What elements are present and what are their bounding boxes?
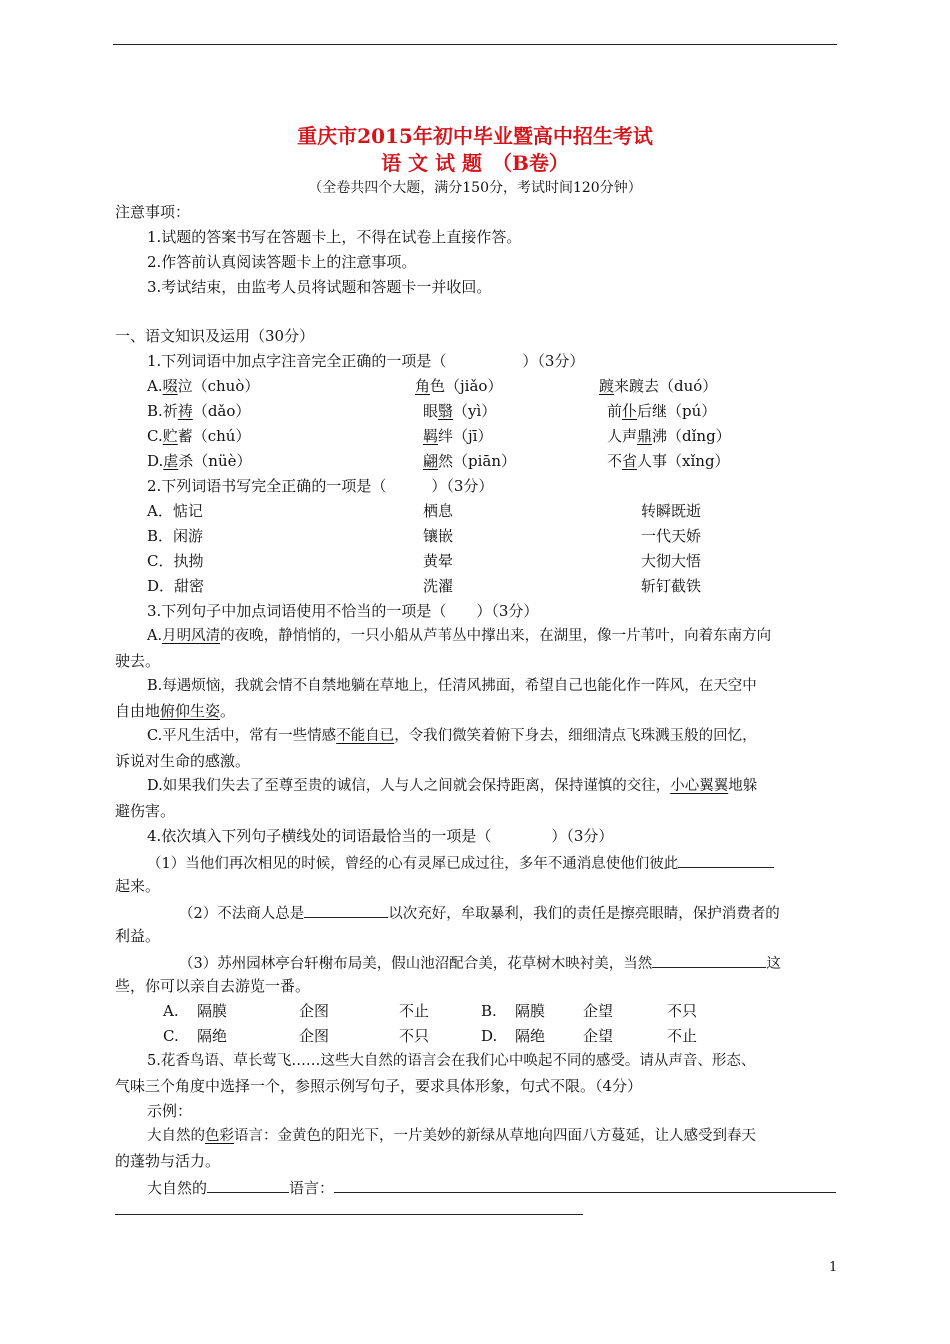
blank-line[interactable] (652, 951, 766, 968)
q3-option-c-cont: 诉说对生命的感激。 (115, 752, 251, 770)
q4-option-word: 隔膜 (197, 1002, 228, 1020)
q1-option: 前仆后继（pú） (607, 402, 717, 420)
question-2-stem: 2.下列词语书写完全正确的一项是（ ）（3分） (147, 477, 494, 495)
exam-info: （全卷共四个大题，满分150分，考试时间120分钟） (308, 180, 642, 196)
q4-option-word: 不止 (399, 1002, 430, 1020)
notice-item: 3.考试结束，由监考人员将试题和答题卡一并收回。 (147, 278, 492, 296)
q2-option: 栖息 (423, 502, 454, 520)
q4-sentence-3: （3）苏州园林亭台轩榭布局美，假山池沼配合美，花草树木映衬美，当然 这 (179, 951, 781, 974)
exam-subject-title: 语 文 试 题 （B卷） (381, 151, 569, 175)
page-number: 1 (829, 1260, 838, 1275)
q3-option-d: D.如果我们失去了至尊至贵的诚信，人与人之间就会保持距离，保持谨慎的交往，小心翼翼地躲 (147, 778, 758, 794)
answer-blank[interactable] (334, 1176, 836, 1193)
question-5-stem: 5.花香鸟语、草长莺飞……这些大自然的语言会在我们心中唤起不同的感受。请从声音、形态、 (147, 1053, 756, 1069)
q4-option-word: 隔绝 (197, 1027, 228, 1045)
q2-option: C．执拗 (147, 552, 204, 570)
q4-sentence-2-cont: 利益。 (115, 927, 161, 945)
blank-line[interactable] (304, 901, 388, 918)
q1-option: A.啜泣（chuò） (147, 377, 260, 395)
question-5-stem-cont: 气味三个角度中选择一个，参照示例写句子，要求具体形象，句式不限。（4分） (115, 1077, 643, 1095)
answer-line: 大自然的 语言： (147, 1176, 836, 1198)
blank-line[interactable] (207, 1176, 289, 1193)
q4-option-word: 企图 (299, 1002, 330, 1020)
q1-option: 人声鼎沸（dǐng） (607, 427, 731, 445)
q2-option: 黄晕 (423, 552, 454, 570)
q1-option: 翩然（piān） (423, 452, 517, 470)
q4-sentence-2: （2）不法商人总是 以次充好，牟取暴利，我们的责任是擦亮眼睛，保护消费者的 (179, 901, 780, 924)
q4-option-letter: A. (163, 1002, 179, 1020)
q2-option: D．甜密 (147, 577, 205, 595)
q2-option: 一代天娇 (641, 527, 702, 545)
q1-option: C.贮蓄（chú） (147, 427, 251, 445)
blank-line[interactable] (678, 851, 774, 868)
q2-option: 转瞬既逝 (641, 502, 702, 520)
q2-option: A．惦记 (147, 502, 203, 520)
q4-option-letter: C. (163, 1027, 179, 1045)
q1-option: 眼翳（yì） (423, 402, 497, 420)
answer-blank[interactable] (115, 1214, 583, 1215)
q2-option: 大彻大悟 (641, 552, 702, 570)
q4-option-letter: D. (481, 1027, 498, 1045)
q4-sentence-3-cont: 些，你可以亲自去游览一番。 (115, 977, 311, 995)
q3-option-c: C.平凡生活中，常有一些情感不能自已，令我们微笑着俯下身去，细细清点飞珠溅玉般的回忆， (147, 728, 757, 744)
q4-option-letter: B. (481, 1002, 497, 1020)
example-label: 示例： (147, 1102, 193, 1120)
question-4-stem: 4.依次填入下列句子横线处的词语最恰当的一项是（ ）（3分） (147, 827, 614, 845)
q4-option-word: 不只 (399, 1027, 430, 1045)
q1-option: 羁绊（jī） (423, 427, 493, 445)
notice-heading: 注意事项： (115, 203, 191, 221)
q3-option-a: A.月明风清的夜晚，静悄悄的，一只小船从芦苇丛中撑出来，在湖里，像一片苇叶，向着东南方向 (147, 628, 772, 644)
q4-option-word: 隔膜 (515, 1002, 546, 1020)
q4-option-word: 不止 (667, 1027, 698, 1045)
q1-option: 角色（jiǎo） (415, 377, 503, 395)
question-3-stem: 3.下列句子中加点词语使用不恰当的一项是（ ）（3分） (147, 602, 539, 620)
q4-option-word: 企图 (299, 1027, 330, 1045)
example-sentence: 大自然的色彩语言：金黄色的阳光下，一片美妙的新绿从草地向四面八方蔓延，让人感受到春天 (147, 1128, 756, 1144)
q3-option-b: B.每遇烦恼，我就会情不自禁地躺在草地上，任清风拂面，希望自己也能化作一阵风，在天空中 (147, 678, 757, 694)
q4-sentence-1: （1）当他们再次相见的时候，曾经的心有灵犀已成过往，多年不通消息使他们彼此 (147, 851, 774, 874)
q2-option: 镶嵌 (423, 527, 454, 545)
q4-sentence-1-cont: 起来。 (115, 877, 161, 895)
q1-option: 踱来踱去（duó） (599, 377, 718, 395)
example-sentence-cont: 的蓬勃与活力。 (115, 1152, 221, 1170)
q3-option-b-cont: 自由地俯仰生姿。 (115, 702, 236, 720)
q4-option-word: 不只 (667, 1002, 698, 1020)
question-1-stem: 1.下列词语中加点字注音完全正确的一项是（ ）（3分） (147, 352, 585, 370)
header-rule (113, 44, 837, 45)
notice-item: 2.作答前认真阅读答题卡上的注意事项。 (147, 253, 417, 271)
q3-option-d-cont: 避伤害。 (115, 802, 176, 820)
q4-option-word: 隔绝 (515, 1027, 546, 1045)
q1-option: B.祈祷（dǎo） (147, 402, 251, 420)
q4-option-word: 企望 (583, 1002, 614, 1020)
q1-option: 不省人事（xǐng） (607, 452, 730, 470)
q1-option: D.虐杀（nüè） (147, 452, 252, 470)
exam-title: 重庆市2015年初中毕业暨高中招生考试 (297, 124, 653, 148)
q4-option-word: 企望 (583, 1027, 614, 1045)
section-heading: 一、语文知识及运用（30分） (115, 327, 315, 345)
notice-item: 1.试题的答案书写在答题卡上，不得在试卷上直接作答。 (147, 228, 522, 246)
q2-option: 洗濯 (423, 577, 454, 595)
q3-option-a-cont: 驶去。 (115, 652, 161, 670)
q2-option: B．闲游 (147, 527, 204, 545)
q2-option: 斩钉截铁 (641, 577, 702, 595)
